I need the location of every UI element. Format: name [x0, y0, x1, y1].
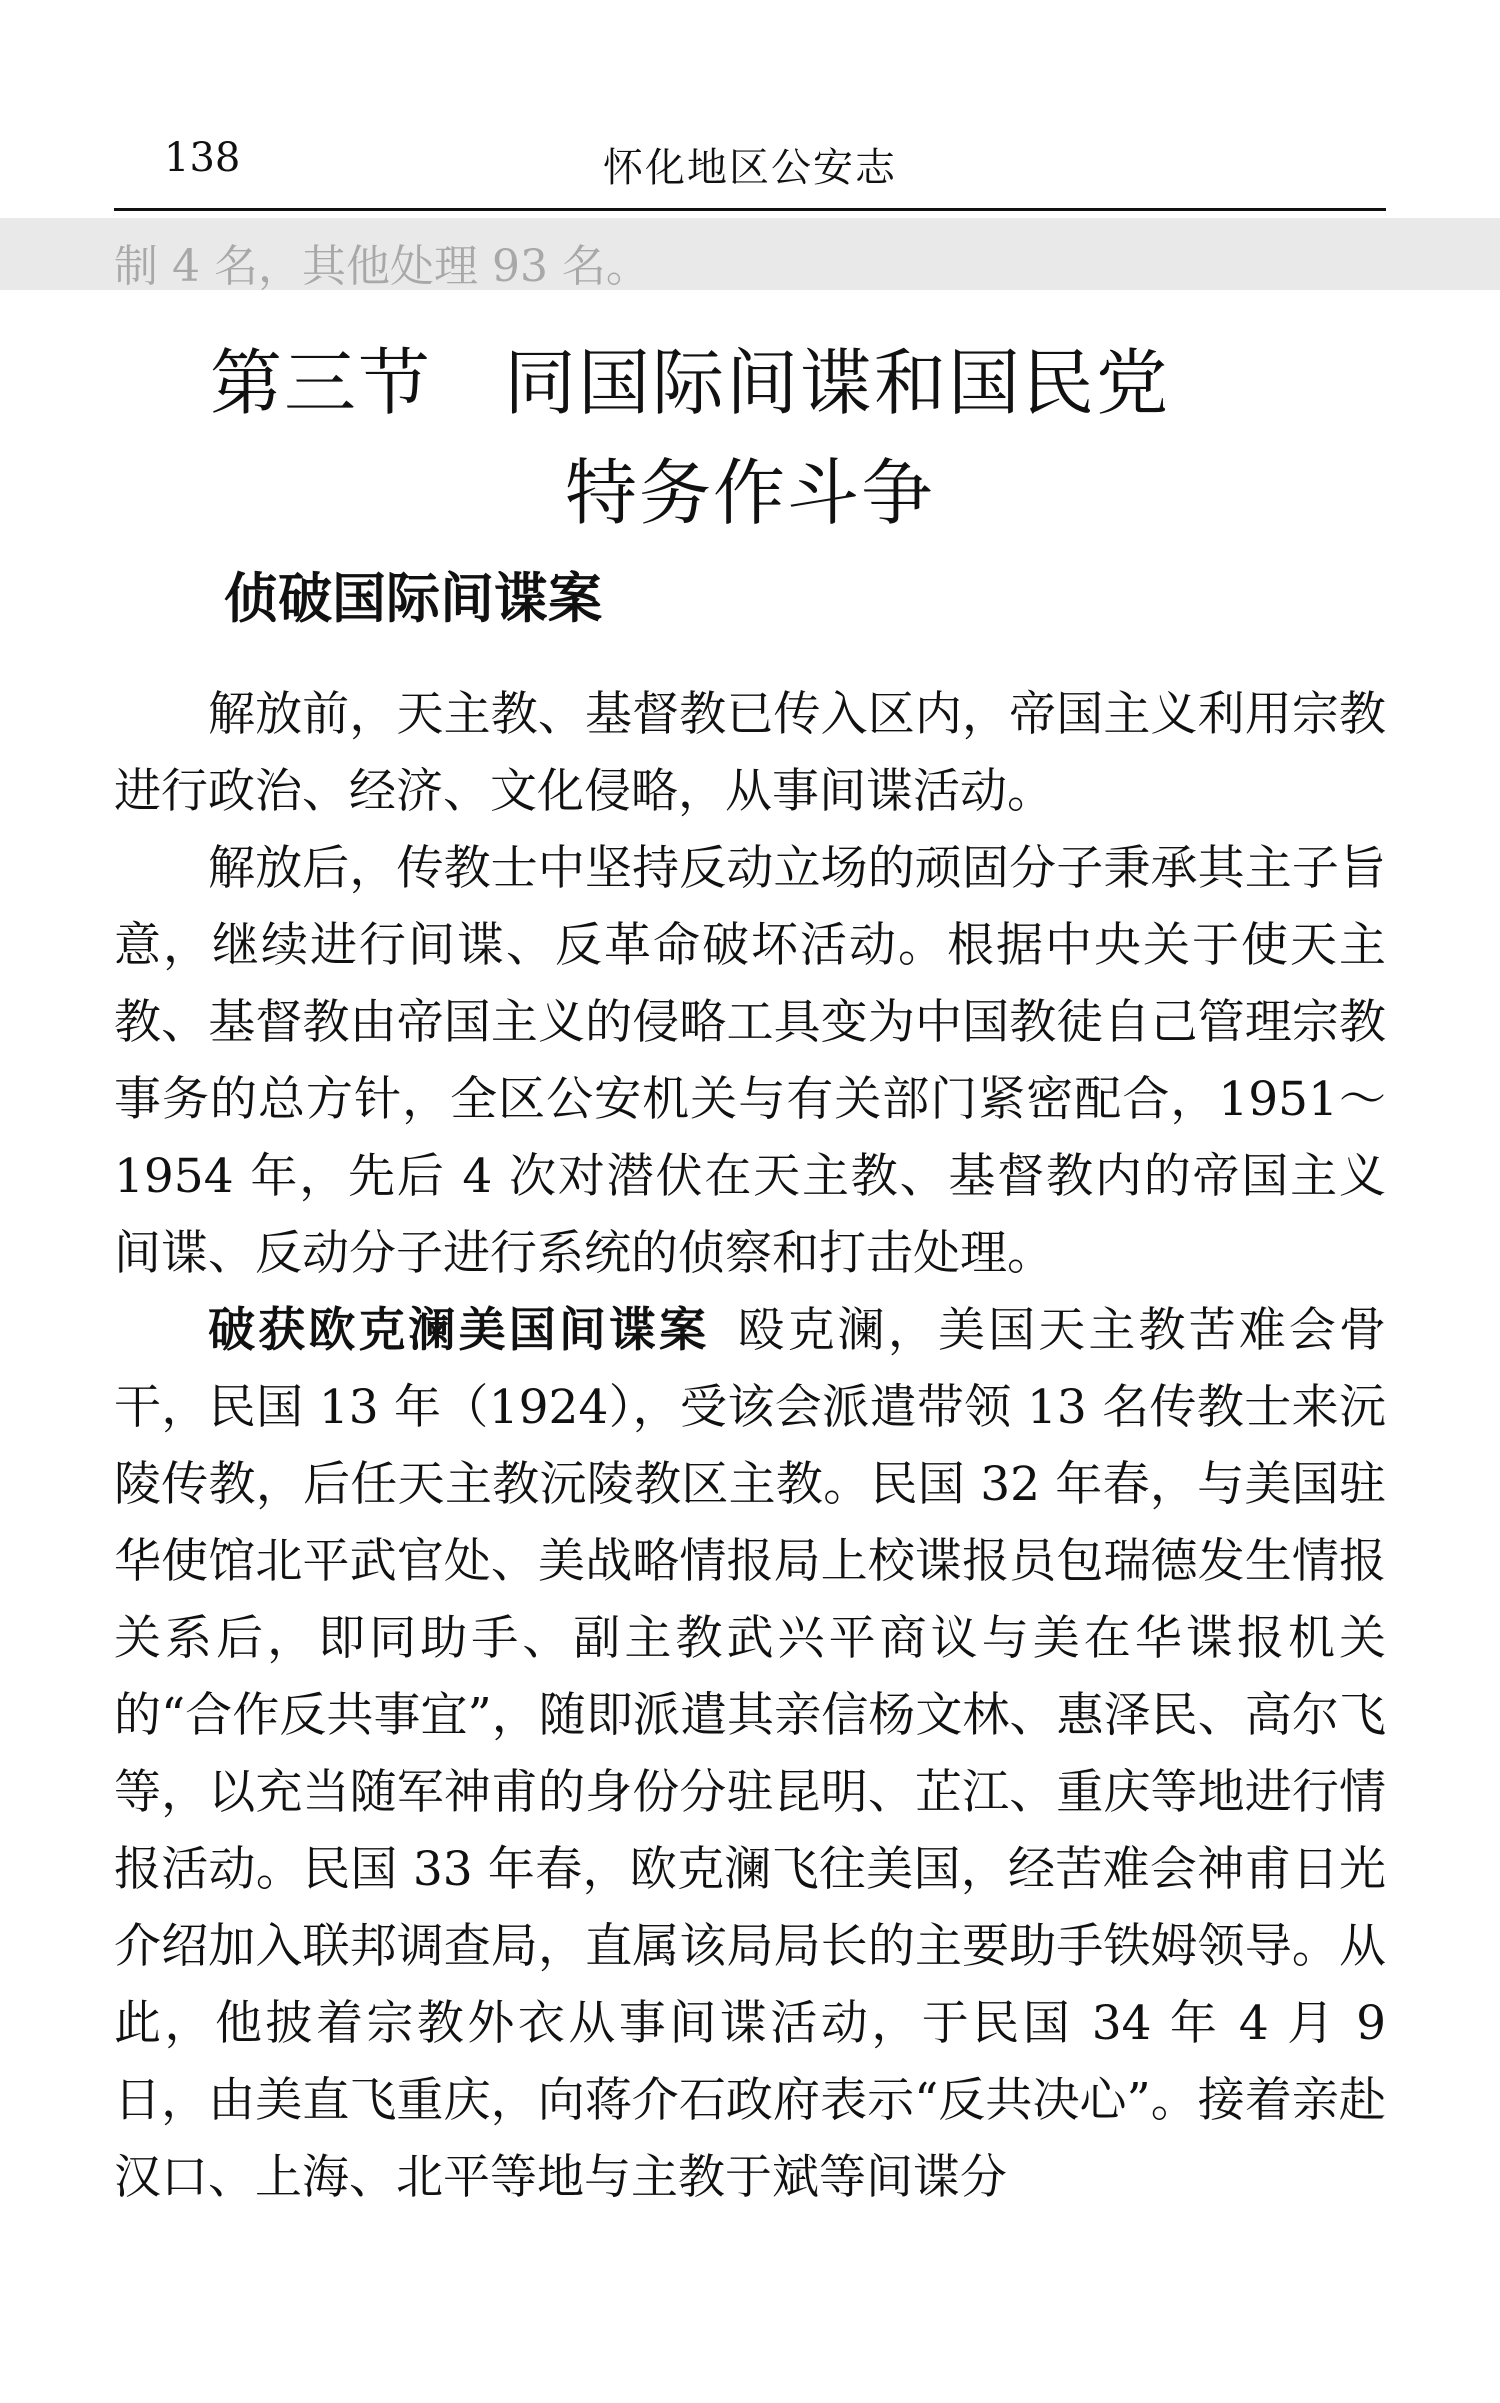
case-heading: 破获欧克澜美国间谍案: [208, 1303, 710, 1358]
section-title-text: 同国际间谍和国民党: [504, 341, 1171, 425]
section-title-line1: [114, 328, 1386, 438]
carryover-line: 制 4 名，其他处理 93 名。: [114, 241, 650, 292]
body-text: [114, 676, 1386, 2216]
page-number: 138: [164, 135, 241, 181]
page-header: [114, 128, 1386, 211]
section-title-line2: 特务作斗争: [564, 451, 935, 535]
paragraph: 解放后，传教士中坚持反动立场的顽固分子秉承其主子旨意，继续进行间谍、反革命破坏活动。根据中央关于使天主教、基督教由帝国主义的侵略工具变为中国教徒自己管理宗教事务的总方针，全区公安机关与有关部门紧密配合，1951～ 1954 年，先后 4 次对潜伏在天主教、基督教内的帝国主义间谍、反动分子进行系统的侦察和打击处理。: [114, 841, 1386, 1281]
section-number: 第三节: [209, 341, 432, 425]
paragraph: 解放前，天主教、基督教已传入区内，帝国主义利用宗教进行政治、经济、文化侵略，从事间谍活动。: [114, 687, 1386, 819]
section-title: [114, 328, 1386, 548]
case-paragraph: [114, 1292, 1386, 2216]
case-text: 殴克澜，美国天主教苦难会骨干，民国 13 年（1924），受该会派遣带领 13 名传教士来沅陵传教，后任天主教沅陵教区主教。民国 32 年春，与美国驻华使馆北平武官处、美战略情报局上校谍报员包瑞德发生情报关系后，即同助手、副主教武兴平商议与美在华谍报机关的“合作反共事宜”，随即派遣其亲信杨文林、惠泽民、高尔飞等，以充当随军神甫的身份分驻昆明、芷江、重庆等地进行情报活动。民国 33 年春，欧克澜飞往美国，经苦难会神甫日光介绍加入联邦调查局，直属该局局长的主要助手铁姆领导。从此，他披着宗教外衣从事间谍活动，于民国 34 年 4 月 9 日，由美直飞重庆，向蒋介石政府表示“反共决心”。接着亲赴汉口、上海、北平等地与主教于斌等间谍分: [114, 1303, 1387, 2205]
running-title: 怀化地区公安志: [603, 145, 897, 191]
subheading: 侦破国际间谍案: [224, 567, 602, 630]
